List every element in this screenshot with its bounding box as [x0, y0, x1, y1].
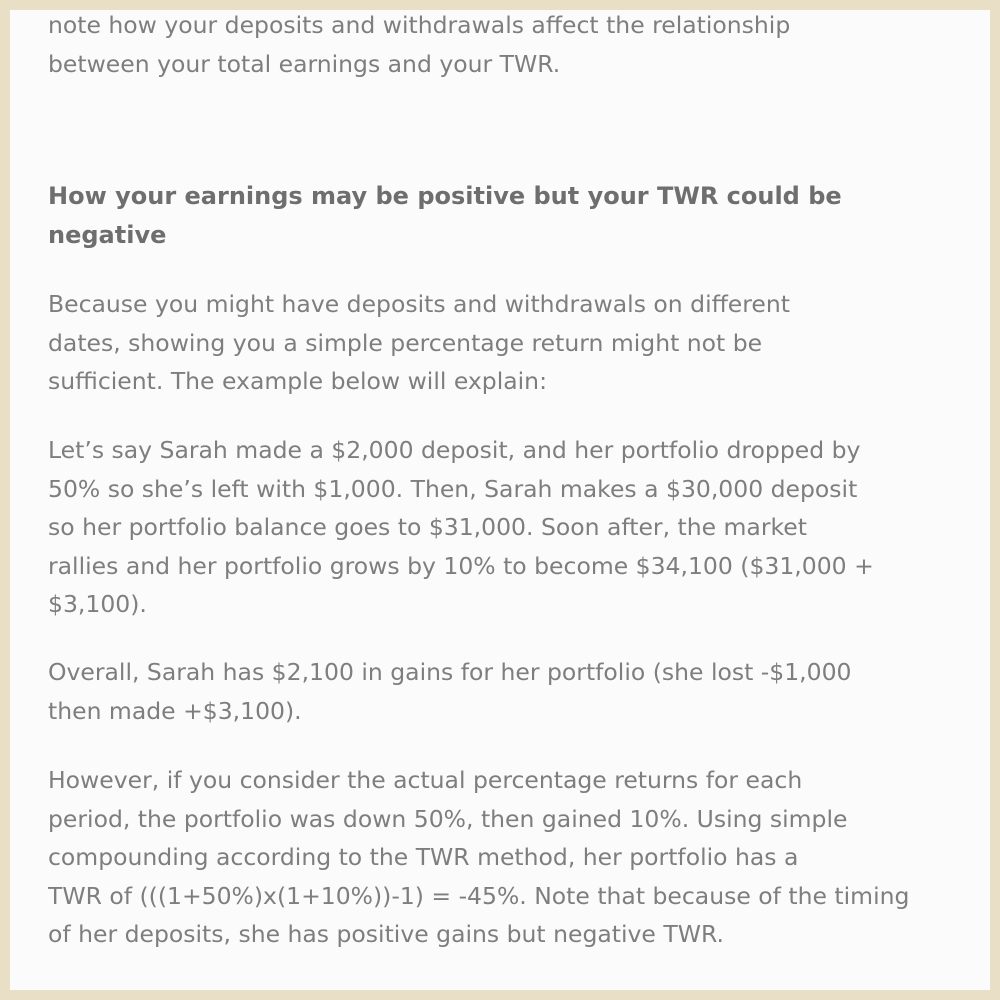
text-line: 50% so she’s left with $1,000. Then, Sarah makes a $30,000 deposit	[48, 474, 858, 503]
heading-line: negative	[48, 221, 167, 249]
text-line: $3,100).	[48, 590, 147, 618]
section-heading	[48, 177, 928, 255]
heading-line: How your earnings may be positive but your TWR could be	[48, 182, 842, 210]
text-line: then made +$3,100).	[48, 696, 302, 725]
text-line: Let’s say Sarah made a $2,000 deposit, and her portfolio dropped by	[48, 436, 861, 464]
text-line: compounding according to the TWR method, her portfolio has a	[48, 843, 799, 871]
text-line: of her deposits, she has positive gains but negative TWR.	[48, 920, 724, 948]
text-line: so her portfolio balance goes to $31,000. Soon after, the market	[48, 513, 807, 541]
paragraph-overall	[48, 653, 978, 730]
text-line: However, if you consider the actual percentage returns for each	[48, 766, 803, 794]
text-line: Overall, Sarah has $2,100 in gains for her portfolio (she lost -$1,000	[48, 658, 852, 686]
text-line: between your total earnings and your TWR.	[48, 49, 561, 78]
intro-paragraph	[48, 10, 978, 83]
text-line: period, the portfolio was down 50%, then gained 10%. Using simple	[48, 804, 848, 833]
text-line: sufficient. The example below will explain:	[48, 367, 547, 395]
text-line: TWR of (((1+50%)x(1+10%))-1) = -45%. Note that because of the timing	[48, 881, 910, 910]
text-line: dates, showing you a simple percentage return might not be	[48, 328, 763, 357]
paragraph-twr-calculation	[48, 761, 978, 954]
text-line: note how your deposits and withdrawals affect the relationship	[48, 11, 791, 39]
paragraph-example	[48, 431, 978, 624]
text-line: Because you might have deposits and withdrawals on different	[48, 290, 790, 318]
article-card	[10, 10, 990, 990]
text-line: rallies and her portfolio grows by 10% to become $34,100 ($31,000 +	[48, 551, 874, 580]
paragraph-explanation	[48, 285, 978, 401]
